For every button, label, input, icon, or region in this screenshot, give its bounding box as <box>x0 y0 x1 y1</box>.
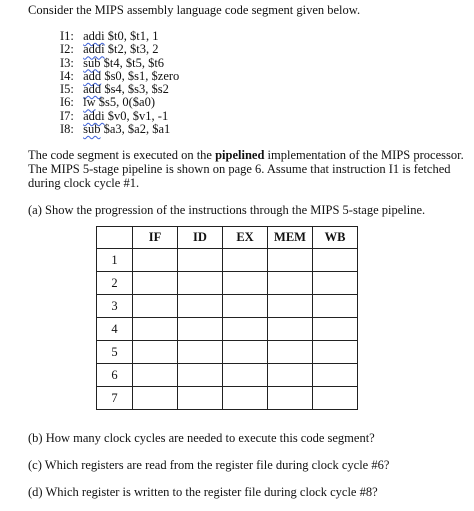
header-mem: MEM <box>268 227 313 249</box>
pipeline-cell[interactable] <box>178 295 223 318</box>
row-number: 3 <box>97 295 133 318</box>
instruction-label: I5: <box>60 82 74 97</box>
instruction-opcode: add <box>83 82 102 97</box>
pipeline-cell[interactable] <box>268 272 313 295</box>
pipeline-cell[interactable] <box>223 318 268 341</box>
code-line <box>60 30 179 43</box>
code-segment <box>60 30 179 136</box>
pipeline-cell[interactable] <box>133 364 178 387</box>
row-number: 4 <box>97 318 133 341</box>
pipeline-cell[interactable] <box>223 272 268 295</box>
pipeline-cell[interactable] <box>313 272 358 295</box>
row-number: 1 <box>97 249 133 272</box>
row-number: 7 <box>97 387 133 410</box>
header-id: ID <box>178 227 223 249</box>
instruction-label: I1: <box>60 29 74 43</box>
instruction-opcode: sub <box>83 122 101 137</box>
pipeline-cell[interactable] <box>133 272 178 295</box>
paragraph-text-start: The code segment is executed on the <box>28 148 216 162</box>
question-c: (c) Which registers are read from the register file during clock cycle #6? <box>28 458 390 472</box>
code-line <box>60 83 179 96</box>
instruction-operands: $a3, $a2, $a1 <box>103 122 171 137</box>
pipeline-cell[interactable] <box>223 341 268 364</box>
pipeline-cell[interactable] <box>268 318 313 341</box>
pipeline-cell[interactable] <box>313 341 358 364</box>
row-number: 2 <box>97 272 133 295</box>
pipeline-cell[interactable] <box>313 387 358 410</box>
pipeline-cell[interactable] <box>268 341 313 364</box>
pipeline-cell[interactable] <box>178 341 223 364</box>
code-line <box>60 110 179 123</box>
instruction-label: I7: <box>60 108 74 123</box>
pipeline-cell[interactable] <box>223 249 268 272</box>
pipeline-cell[interactable] <box>178 387 223 410</box>
pipeline-cell[interactable] <box>133 341 178 364</box>
table-row <box>97 249 358 272</box>
pipeline-cell[interactable] <box>133 249 178 272</box>
paragraph-text-end: implementation of the MIPS processor. The MIPS 5-stage pipeline is shown on page 6. Assume that instruction I1 is fetched during clock cycle #1. <box>28 148 464 190</box>
code-line <box>60 123 179 136</box>
table-row <box>97 318 358 341</box>
table-row <box>97 387 358 410</box>
pipeline-cell[interactable] <box>133 387 178 410</box>
table-row <box>97 364 358 387</box>
table-row <box>97 272 358 295</box>
pipeline-cell[interactable] <box>178 272 223 295</box>
instruction-opcode: add <box>83 68 102 83</box>
instruction-label: I8: <box>60 122 74 137</box>
pipeline-cell[interactable] <box>313 318 358 341</box>
pipeline-cell[interactable] <box>133 295 178 318</box>
pipeline-cell[interactable] <box>223 364 268 387</box>
question-b: (b) How many clock cycles are needed to execute this code segment? <box>28 431 375 445</box>
instruction-label: I2: <box>60 42 74 57</box>
code-line <box>60 43 179 56</box>
instruction-opcode: lw <box>83 95 96 110</box>
instruction-operands: $t4, $t5, $t6 <box>103 55 165 70</box>
row-number: 6 <box>97 364 133 387</box>
instruction-opcode: addi <box>83 42 105 57</box>
question-d: (d) Which register is written to the register file during clock cycle #8? <box>28 485 378 499</box>
question-a: (a) Show the progression of the instructions through the MIPS 5-stage pipeline. <box>28 203 426 217</box>
pipeline-cell[interactable] <box>268 295 313 318</box>
paragraph-bold-word: pipelined <box>215 148 265 162</box>
table-row <box>97 341 358 364</box>
pipeline-paragraph <box>28 148 468 190</box>
header-if: IF <box>133 227 178 249</box>
pipeline-cell[interactable] <box>178 249 223 272</box>
pipeline-cell[interactable] <box>268 387 313 410</box>
instruction-operands: $t2, $t3, 2 <box>107 42 159 57</box>
pipeline-cell[interactable] <box>313 249 358 272</box>
header-wb: WB <box>313 227 358 249</box>
intro-text: Consider the MIPS assembly language code segment given below. <box>28 3 361 17</box>
row-number: 5 <box>97 341 133 364</box>
pipeline-header-row <box>97 227 358 249</box>
instruction-opcode: addi <box>83 29 105 43</box>
instruction-label: I6: <box>60 95 74 110</box>
pipeline-cell[interactable] <box>268 364 313 387</box>
pipeline-cell[interactable] <box>313 295 358 318</box>
header-corner <box>97 227 133 249</box>
pipeline-cell[interactable] <box>223 295 268 318</box>
pipeline-cell[interactable] <box>313 364 358 387</box>
instruction-label: I3: <box>60 55 74 70</box>
header-ex: EX <box>223 227 268 249</box>
instruction-label: I4: <box>60 68 74 83</box>
pipeline-cell[interactable] <box>133 318 178 341</box>
code-line <box>60 70 179 83</box>
code-line <box>60 57 179 70</box>
instruction-operands: $t0, $t1, 1 <box>107 29 159 43</box>
pipeline-cell[interactable] <box>178 364 223 387</box>
pipeline-cell[interactable] <box>223 387 268 410</box>
code-line <box>60 96 179 109</box>
pipeline-cell[interactable] <box>268 249 313 272</box>
pipeline-cell[interactable] <box>178 318 223 341</box>
instruction-opcode: sub <box>83 55 101 70</box>
instruction-operands: $s0, $s1, $zero <box>104 68 180 83</box>
instruction-operands: $v0, $v1, -1 <box>107 108 169 123</box>
instruction-opcode: addi <box>83 108 105 123</box>
instruction-operands: $s4, $s3, $s2 <box>104 82 169 97</box>
table-row <box>97 295 358 318</box>
instruction-operands: $s5, 0($a0) <box>98 95 155 110</box>
pipeline-table <box>96 226 358 410</box>
